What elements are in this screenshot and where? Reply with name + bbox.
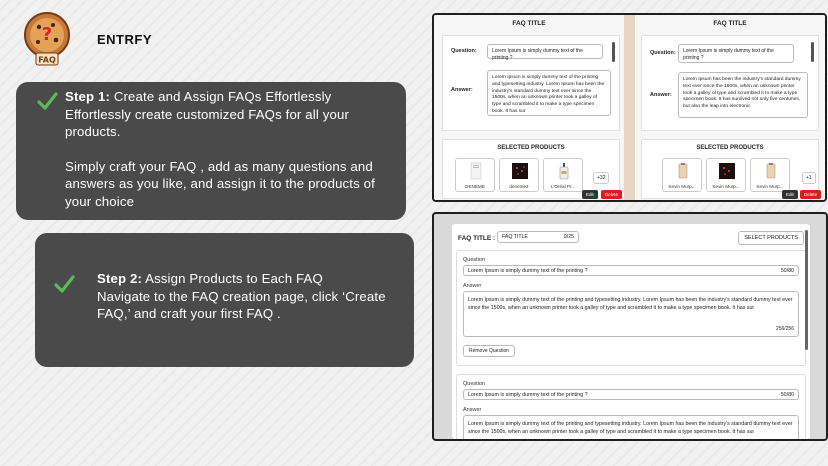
faq-content-box — [641, 35, 819, 131]
brand-name: ENTRFY — [97, 32, 152, 47]
step-1-card — [16, 82, 406, 220]
product-image-icon — [555, 162, 573, 180]
question-label: Question — [463, 257, 486, 263]
question-label: Question: — [451, 48, 477, 54]
product-image-icon — [674, 162, 692, 180]
answer-field[interactable]: Lorem Ipsum has been the industry's standard dummy text ever since the 1500s, when an unknown printer took a galley of type and scrambled it to make a type specimen book. It has survived not only five centuries, but also the leap into electronic — [678, 72, 808, 118]
delete-button[interactable]: Delete — [601, 190, 622, 199]
answer-label: Answer: — [650, 92, 672, 98]
step-1-text — [65, 88, 395, 210]
answer-input[interactable] — [463, 415, 799, 441]
question-counter: 50/80 — [780, 268, 794, 274]
step-2-body: Navigate to the FAQ creation page, click ‘Create FAQ,’ and craft your first FAQ . — [97, 288, 386, 321]
faq-title-value: FAQ TITLE — [502, 234, 528, 240]
product-card[interactable] — [706, 158, 746, 192]
product-image-icon — [718, 162, 736, 180]
remove-question-button[interactable]: Remove Question — [463, 345, 515, 357]
step-1-line2: Effortlessly create customized FAQs for all your products. — [65, 106, 349, 139]
product-name: L'Oréal Pr... — [550, 184, 576, 189]
scrollbar[interactable] — [805, 230, 808, 350]
product-name: deneme2 — [509, 184, 529, 189]
question-value: Lorem Ipsum is simply dummy text of the printing ? — [468, 392, 588, 398]
step-1-heading: Create and Assign FAQs Effortlessly — [110, 89, 332, 104]
entrfy-logo — [22, 11, 72, 67]
step-2-card — [35, 233, 414, 367]
faq-title: FAQ TITLE — [512, 20, 546, 27]
faq-title-label: FAQ TITLE : — [458, 235, 496, 242]
product-name: Kevin Murp... — [712, 184, 740, 189]
question-card — [456, 374, 806, 441]
answer-input[interactable] — [463, 291, 799, 337]
question-value: Lorem Ipsum is simply dummy text of the printing ? — [468, 268, 588, 274]
answer-value: Lorem Ipsum is simply dummy text of the printing and typesetting industry. Lorem Ipsum has been the industry's standard dummy text ever since the 1500s, when an unknown printer took a galley of type and scrambled it to make a type specimen book. It has sur — [468, 297, 793, 311]
question-counter: 50/80 — [780, 392, 794, 398]
checkmark-icon — [36, 90, 58, 112]
selected-products-title: SELECTED PRODUCTS — [497, 145, 565, 151]
faq-content-box — [442, 35, 620, 131]
edit-button[interactable]: Edit — [782, 190, 798, 199]
product-card[interactable] — [750, 158, 790, 192]
question-field[interactable]: Lorem Ipsum is simply dummy text of the printing ? — [678, 44, 794, 63]
answer-label: Answer — [463, 407, 482, 413]
checkmark-icon — [53, 273, 75, 295]
question-input[interactable] — [463, 265, 799, 276]
more-products-badge[interactable]: +1 — [802, 172, 816, 184]
select-products-button[interactable]: SELECT PRODUCTS — [738, 231, 804, 245]
scrollbar[interactable] — [612, 42, 615, 62]
question-label: Question: — [650, 50, 676, 56]
product-card[interactable] — [662, 158, 702, 192]
answer-value: Lorem Ipsum is simply dummy text of the printing and typesetting industry. Lorem Ipsum has been the industry's standard dummy text ever since the 1500s, when an unknown printer took a galley of type and scrambled it to make a type specimen book. It has sur — [468, 421, 793, 435]
question-label: Question — [463, 381, 486, 387]
product-image-icon — [762, 162, 780, 180]
faq-editor-screenshot — [432, 212, 828, 441]
question-field[interactable]: Lorem Ipsum is simply dummy text of the printing ? — [487, 44, 603, 59]
scrollbar[interactable] — [811, 42, 814, 62]
faq-preview-right — [635, 15, 825, 200]
product-image-icon — [511, 162, 529, 180]
delete-button[interactable]: Delete — [800, 190, 821, 199]
product-name: Kevin Murp... — [756, 184, 784, 189]
question-input[interactable] — [463, 389, 799, 400]
step-2-text — [97, 270, 397, 323]
answer-label: Answer — [463, 283, 482, 289]
product-name: DENEME — [465, 184, 485, 189]
faq-title: FAQ TITLE — [713, 20, 747, 27]
edit-button[interactable]: Edit — [582, 190, 598, 199]
faq-preview-screenshot — [432, 13, 827, 202]
product-card[interactable] — [455, 158, 495, 192]
selected-products-title: SELECTED PRODUCTS — [696, 145, 764, 151]
svg-text:?: ? — [41, 24, 53, 45]
step-2-title: Step 2: — [97, 271, 143, 286]
product-card[interactable] — [543, 158, 583, 192]
faq-preview-left — [434, 15, 624, 200]
question-card — [456, 250, 806, 366]
answer-field[interactable]: Lorem Ipsum is simply dummy text of the printing and typesetting industry. Lorem Ipsum has been the industry's standard dummy text ever since the 1500s, when an unknown printer took a galley of type and scrambled it to make a type specimen book. It has sur — [487, 70, 611, 116]
faq-title-counter: 9/25 — [563, 234, 574, 240]
product-name: Kevin Murp... — [668, 184, 696, 189]
product-card[interactable] — [499, 158, 539, 192]
product-image-icon — [467, 162, 485, 180]
faq-editor-form — [452, 224, 810, 439]
svg-text:FAQ: FAQ — [38, 55, 56, 65]
step-1-paragraph: Simply craft your FAQ , add as many questions and answers as you like, and assign it to the products of your choice — [65, 158, 375, 209]
step-1-title: Step 1: — [65, 89, 111, 104]
step-2-heading: Assign Products to Each FAQ — [142, 271, 323, 286]
more-products-badge[interactable]: +32 — [593, 172, 609, 184]
faq-title-input[interactable] — [497, 231, 579, 243]
answer-label: Answer: — [451, 87, 473, 93]
answer-counter: 256/256 — [775, 326, 794, 332]
